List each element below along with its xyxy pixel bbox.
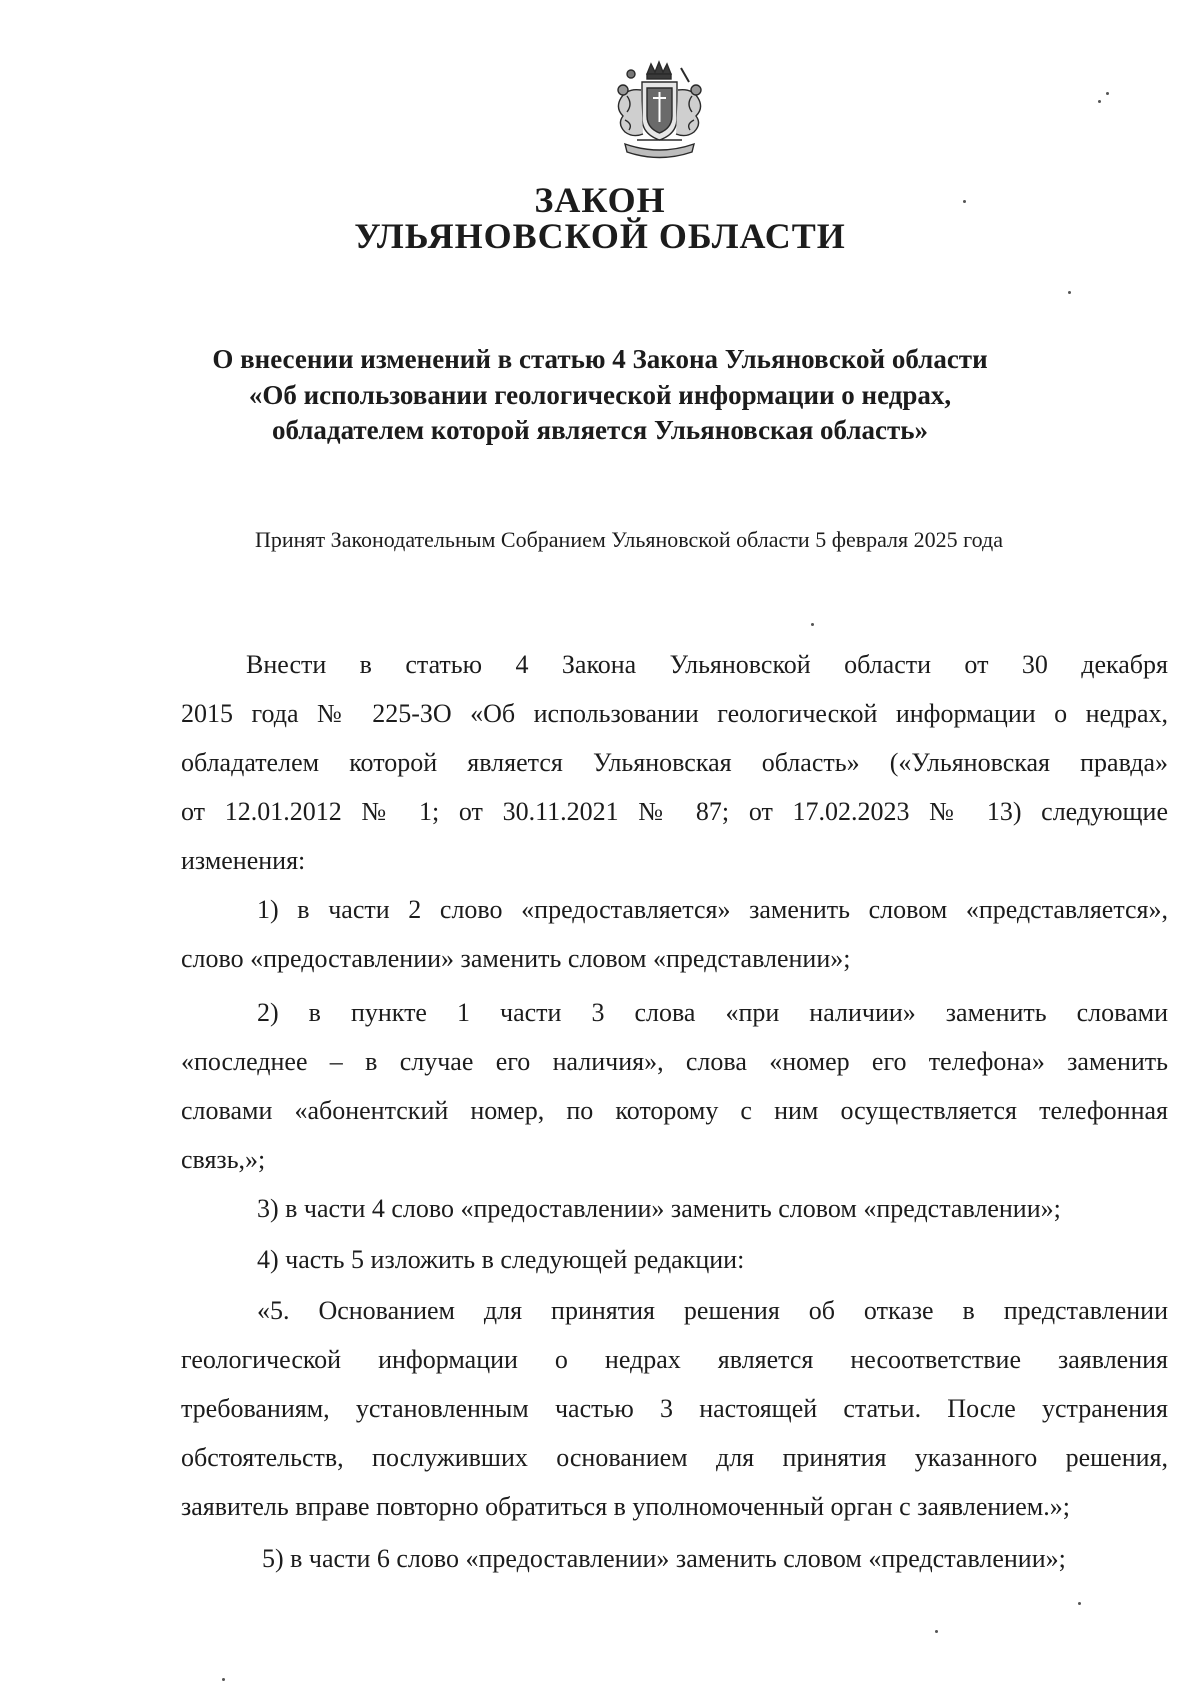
amendment-item: 1) в части 2 слово «предоставляется» заменить словом «представляется», [257, 895, 1168, 924]
quoted-text-line: требованиям, установленным частью 3 настоящей статьи. После устранения [181, 1394, 1168, 1423]
quoted-text-line: геологической информации о недрах является несоответствие заявления [181, 1345, 1168, 1374]
region-title: УЛЬЯНОВСКОЙ ОБЛАСТИ [354, 216, 846, 256]
scan-speck [1106, 92, 1109, 95]
quoted-text-line: заявитель вправе повторно обратиться в уполномоченный орган с заявлением.»; [181, 1492, 1070, 1521]
body-line: связь,»; [181, 1145, 266, 1174]
amendment-item: 2) в пункте 1 части 3 слова «при наличии» заменить словами [257, 998, 1168, 1027]
body-line: изменения: [181, 846, 306, 875]
scan-speck [811, 623, 814, 626]
body-line: словами «абонентский номер, по которому с ним осуществляется телефонная [181, 1096, 1168, 1125]
quoted-text-line: «5. Основанием для принятия решения об отказе в представлении [257, 1296, 1168, 1325]
scan-speck [963, 200, 966, 203]
law-subject-line: «Об использовании геологической информации о недрах, [248, 380, 952, 410]
adoption-note: Принят Законодательным Собранием Ульяновской области 5 февраля 2025 года [255, 527, 1003, 552]
law-subject-line: обладателем которой является Ульяновская область» [271, 415, 929, 445]
scan-speck [1078, 1602, 1081, 1605]
amendment-item: 4) часть 5 изложить в следующей редакции: [257, 1245, 745, 1274]
body-line: «последнее – в случае его наличия», слова «номер его телефона» заменить [181, 1047, 1168, 1076]
scan-speck [1068, 291, 1071, 294]
law-title: ЗАКОН [534, 180, 666, 220]
scan-speck [222, 1678, 225, 1681]
body-line: слово «предоставлении» заменить словом «представлении»; [181, 944, 851, 973]
scan-speck [935, 1630, 938, 1633]
amendment-item: 5) в части 6 слово «предоставлении» заменить словом «представлении»; [262, 1544, 1066, 1573]
law-subject-line: О внесении изменений в статью 4 Закона Ульяновской области [212, 344, 988, 374]
body-line: обладателем которой является Ульяновская область» («Ульяновская правда» [181, 748, 1168, 777]
body-line: Внести в статью 4 Закона Ульяновской области от 30 декабря [246, 650, 1168, 679]
quoted-text-line: обстоятельств, послуживших основанием для принятия указанного решения, [181, 1443, 1168, 1472]
body-line: от 12.01.2012 № 1; от 30.11.2021 № 87; от 17.02.2023 № 13) следующие [181, 797, 1168, 826]
coat-of-arms-icon [597, 60, 722, 165]
body-line: 2015 года № 225-ЗО «Об использовании геологической информации о недрах, [181, 699, 1168, 728]
amendment-item: 3) в части 4 слово «предоставлении» заменить словом «представлении»; [257, 1194, 1061, 1223]
scan-speck [1098, 100, 1101, 103]
